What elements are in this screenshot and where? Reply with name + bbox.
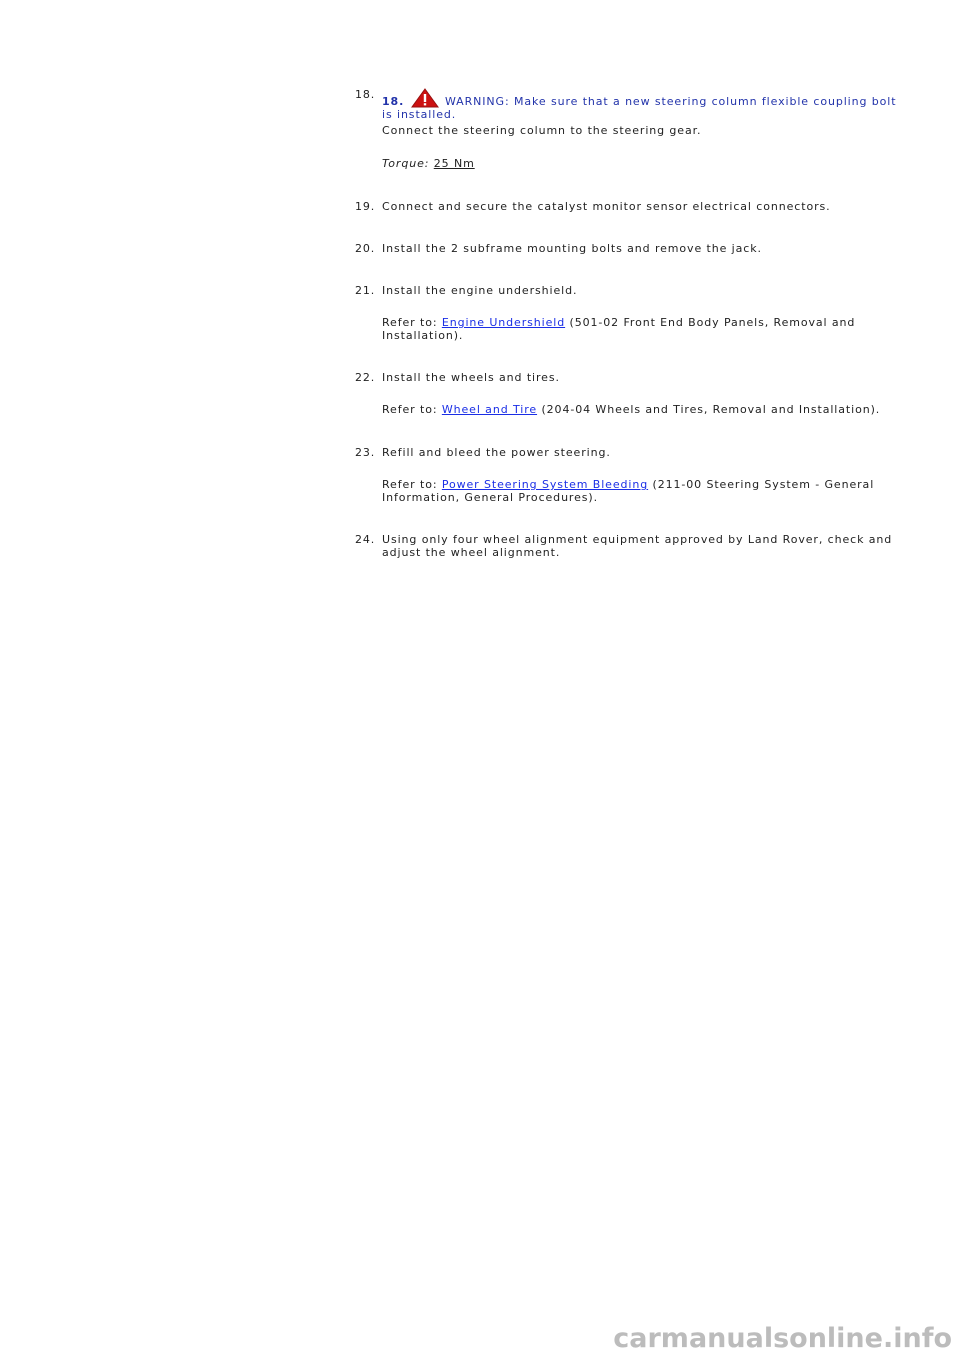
link-engine-undershield[interactable]: Engine Undershield [441, 316, 566, 329]
step-number: 23. [355, 446, 376, 459]
reference-suffix: (204-04 Wheels and Tires, Removal and Installation). [541, 403, 881, 416]
torque-label: Torque: [382, 157, 430, 170]
link-power-steering-system-bleeding[interactable]: Power Steering System Bleeding [441, 478, 649, 491]
step-number: 19. [355, 200, 376, 213]
link-wheel-and-tire[interactable]: Wheel and Tire [441, 403, 538, 416]
step-number: 22. [355, 371, 376, 384]
step-text: Connect the steering column to the steering gear. [382, 124, 702, 137]
reference [382, 403, 897, 416]
warning-text: WARNING: Make sure that a new steering column flexible coupling bolt is installed. [382, 95, 897, 121]
warning-block [382, 88, 897, 121]
step-number: 20. [355, 242, 376, 255]
refer-label: Refer to: [382, 316, 438, 329]
refer-label: Refer to: [382, 478, 438, 491]
step-text: Refill and bleed the power steering. [382, 446, 611, 459]
step-text: Install the engine undershield. [382, 284, 578, 297]
reference [382, 316, 897, 342]
step-text: Connect and secure the catalyst monitor sensor electrical connectors. [382, 200, 831, 213]
reference-suffix: (211-00 Steering System - General Information, General Procedures). [382, 478, 875, 504]
step-number: 21. [355, 284, 376, 297]
torque-spec [382, 157, 897, 170]
step-number: 24. [355, 533, 376, 546]
step-text: Install the wheels and tires. [382, 371, 560, 384]
step-text: Install the 2 subframe mounting bolts and remove the jack. [382, 242, 762, 255]
reference [382, 478, 897, 504]
torque-value: 25 Nm [433, 157, 475, 170]
refer-label: Refer to: [382, 403, 438, 416]
warning-step-number: 18. [382, 95, 405, 108]
reference-suffix: (501-02 Front End Body Panels, Removal and Installation). [382, 316, 856, 342]
step-number: 18. [355, 88, 376, 101]
warning-triangle-icon [411, 88, 439, 108]
step-text: Using only four wheel alignment equipment approved by Land Rover, check and adjust the wheel alignment. [382, 533, 893, 559]
watermark: carmanualsonline.info [613, 1323, 952, 1354]
